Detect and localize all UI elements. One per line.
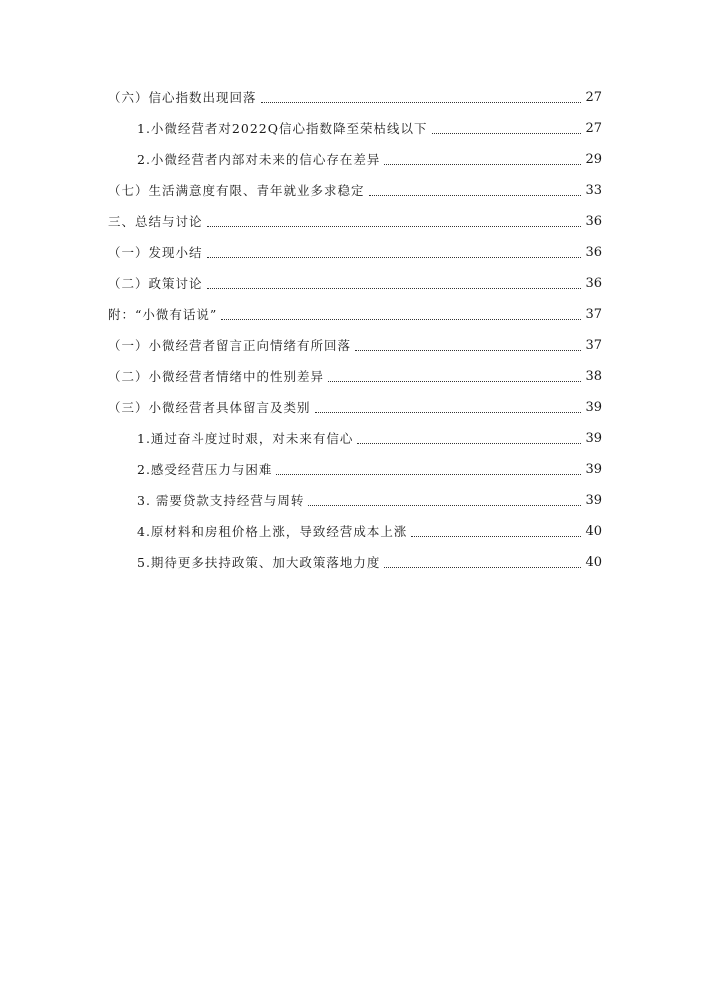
toc-entry[interactable] bbox=[137, 116, 602, 138]
toc-entry[interactable] bbox=[108, 85, 602, 107]
toc-page-number: 27 bbox=[585, 90, 602, 105]
toc-entry-title: （七）生活满意度有限、青年就业多求稳定 bbox=[108, 183, 365, 198]
toc-entry-title: 3. 需要贷款支持经营与周转 bbox=[137, 493, 305, 508]
toc-entry-title: 2.小微经营者内部对未来的信心存在差异 bbox=[137, 152, 381, 167]
toc-entry[interactable] bbox=[137, 426, 602, 448]
toc-entry[interactable] bbox=[108, 395, 602, 417]
toc-entry[interactable] bbox=[137, 488, 602, 510]
toc-entry[interactable] bbox=[108, 209, 602, 231]
toc-page-number: 29 bbox=[585, 152, 602, 167]
toc-entry-title: 4.原材料和房租价格上涨，导致经营成本上涨 bbox=[137, 524, 408, 539]
toc-dot-leader bbox=[384, 566, 581, 568]
toc-dot-leader bbox=[411, 535, 581, 537]
toc-dot-leader bbox=[261, 101, 582, 103]
toc-entry[interactable] bbox=[108, 178, 602, 200]
toc-dot-leader bbox=[207, 287, 582, 289]
toc-dot-leader bbox=[357, 442, 581, 444]
toc-dot-leader bbox=[308, 504, 581, 506]
toc-entry-title: 1.通过奋斗度过时艰，对未来有信心 bbox=[137, 431, 354, 446]
toc-page-number: 36 bbox=[585, 245, 602, 260]
toc-entry-title: 三、总结与讨论 bbox=[108, 214, 203, 229]
toc-entry[interactable] bbox=[137, 147, 602, 169]
toc-dot-leader bbox=[384, 163, 581, 165]
toc-page-number: 39 bbox=[585, 493, 602, 508]
toc-entry-title: 1.小微经营者对2022Q信心指数降至荣枯线以下 bbox=[137, 121, 428, 136]
toc-page-number: 36 bbox=[585, 214, 602, 229]
toc-entry[interactable] bbox=[108, 333, 602, 355]
toc-page-number: 39 bbox=[585, 431, 602, 446]
toc-entry-title: （一）发现小结 bbox=[108, 245, 203, 260]
toc-page-number: 37 bbox=[585, 338, 602, 353]
toc-page-number: 39 bbox=[585, 462, 602, 477]
toc-page-number: 37 bbox=[585, 307, 602, 322]
toc-entry-title: （三）小微经营者具体留言及类别 bbox=[108, 400, 311, 415]
toc-dot-leader bbox=[276, 473, 581, 475]
toc-entry[interactable] bbox=[108, 271, 602, 293]
toc-entry-title: 5.期待更多扶持政策、加大政策落地力度 bbox=[137, 555, 381, 570]
toc-page-number: 40 bbox=[585, 524, 602, 539]
toc-entry-title: （二）政策讨论 bbox=[108, 276, 203, 291]
toc-entry-title: （一）小微经营者留言正向情绪有所回落 bbox=[108, 338, 352, 353]
toc-page-number: 33 bbox=[585, 183, 602, 198]
toc-entry[interactable] bbox=[108, 240, 602, 262]
toc-entry[interactable] bbox=[137, 457, 602, 479]
toc-dot-leader bbox=[207, 225, 582, 227]
toc-page-number: 39 bbox=[585, 400, 602, 415]
toc-entry[interactable] bbox=[108, 302, 602, 324]
toc-dot-leader bbox=[355, 349, 581, 351]
toc-entry-title: （二）小微经营者情绪中的性别差异 bbox=[108, 369, 325, 384]
toc-page-number: 27 bbox=[585, 121, 602, 136]
toc-entry-title: 附：“小微有话说” bbox=[108, 307, 218, 322]
toc-dot-leader bbox=[432, 132, 582, 134]
toc-page-number: 36 bbox=[585, 276, 602, 291]
toc-dot-leader bbox=[221, 318, 581, 320]
toc-page-number: 40 bbox=[585, 555, 602, 570]
toc-entry[interactable] bbox=[137, 519, 602, 541]
toc-page-number: 38 bbox=[585, 369, 602, 384]
toc-dot-leader bbox=[315, 411, 582, 413]
toc-entry[interactable] bbox=[108, 364, 602, 386]
toc-dot-leader bbox=[328, 380, 581, 382]
toc-entry-title: （六）信心指数出现回落 bbox=[108, 90, 257, 105]
toc-entry-title: 2.感受经营压力与困难 bbox=[137, 462, 273, 477]
toc-entry[interactable] bbox=[137, 550, 602, 572]
toc-dot-leader bbox=[207, 256, 582, 258]
toc-dot-leader bbox=[369, 194, 582, 196]
